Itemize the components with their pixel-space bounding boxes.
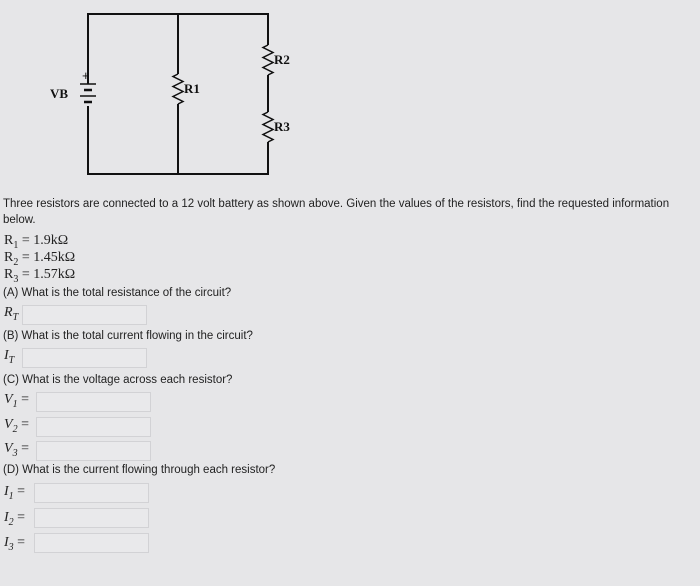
i2-input[interactable] [34, 508, 149, 528]
i3-input[interactable] [34, 533, 149, 553]
total-resistance-input[interactable] [22, 305, 147, 325]
part-d-prompt: (D) What is the current flowing through each resistor? [3, 464, 276, 476]
v2-input[interactable] [36, 417, 151, 437]
i1-label: $I_1$ = [4, 484, 26, 502]
v2-label: $V_2$ = [4, 417, 29, 435]
v1-label: $V_1$ = [4, 392, 29, 410]
r3-label: R3 [274, 119, 290, 134]
i2-label: $I_2$ = [4, 510, 26, 528]
part-a-symbol: $R_T$ [4, 305, 19, 323]
i3-label: $I_3$ = [4, 535, 26, 553]
given-r3: $R_3 = 1.57k\Omega$ [4, 267, 76, 285]
part-b-symbol: $I_T$ [4, 348, 15, 366]
v3-input[interactable] [36, 441, 151, 461]
given-r2: $R_2 = 1.45k\Omega$ [4, 250, 76, 268]
part-b-prompt: (B) What is the total current flowing in the circuit? [3, 330, 253, 342]
problem-description: Three resistors are connected to a 12 volt battery as shown above. Given the values of the resistors, find the requested information below. [3, 198, 670, 226]
part-c-prompt: (C) What is the voltage across each resistor? [3, 374, 233, 386]
plus-label: + [82, 68, 90, 83]
v1-input[interactable] [36, 392, 151, 412]
battery-label: VB [50, 86, 69, 101]
v3-label: $V_3$ = [4, 441, 29, 459]
battery-icon [80, 84, 96, 102]
resistor-r2-icon [263, 45, 273, 75]
circuit-diagram [0, 0, 700, 190]
i1-input[interactable] [34, 483, 149, 503]
total-current-input[interactable] [22, 348, 147, 368]
part-a-prompt: (A) What is the total resistance of the circuit? [3, 287, 232, 299]
r1-label: R1 [184, 81, 200, 96]
given-r1: $R_1 = 1.9k\Omega$ [4, 233, 69, 251]
r2-label: R2 [274, 52, 290, 67]
resistor-r1-icon [173, 74, 183, 104]
resistor-r3-icon [263, 112, 273, 142]
